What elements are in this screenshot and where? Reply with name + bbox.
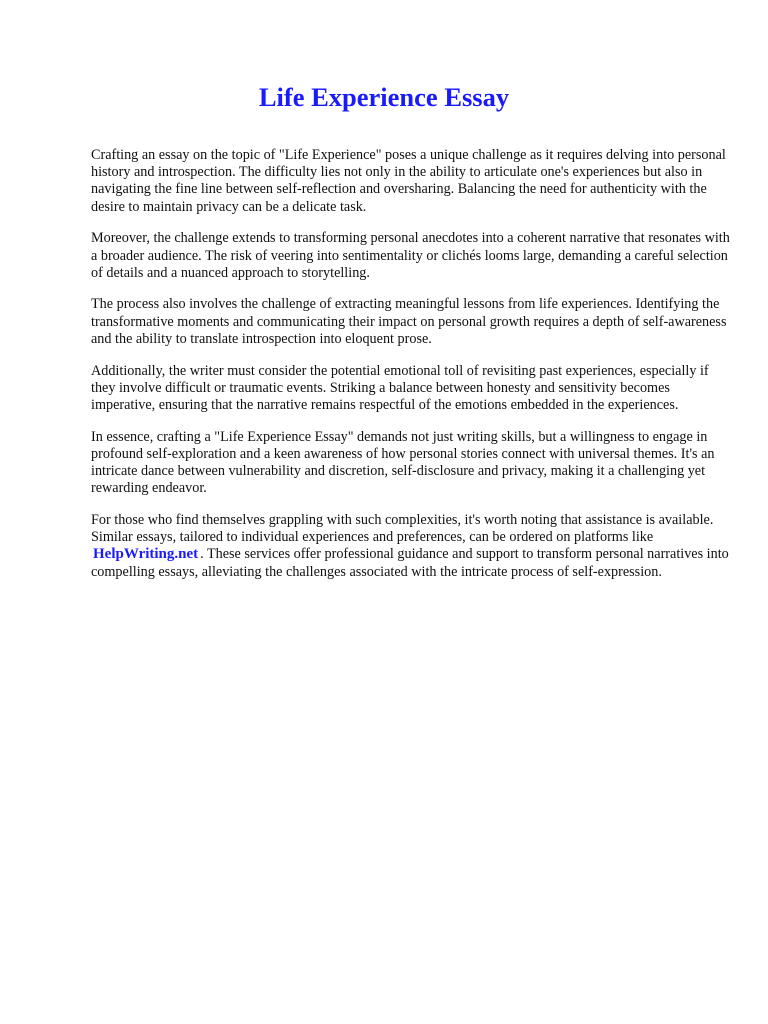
paragraph-4: Additionally, the writer must consider the potential emotional toll of revisiting past experiences, especially if they involve difficult or traumatic events. Striking a balance between honesty and sensitivity becomes imperative, ensuring that the narrative remains respectful of the emotions embedded in the experiences. xyxy=(91,362,709,413)
essay-body xyxy=(91,147,731,595)
paragraph-2: Moreover, the challenge extends to transforming personal anecdotes into a coherent narrative that resonates with a broader audience. The risk of veering into sentimentality or clichés looms large, demanding a careful selection of details and a nuanced approach to storytelling. xyxy=(91,230,730,281)
helpwriting-link[interactable]: HelpWriting.net xyxy=(93,546,199,563)
paragraph-3: The process also involves the challenge of extracting meaningful lessons from life experiences. Identifying the transformative moments and communicating their impact on personal growth requires a depth of self-awareness and the ability to translate introspection into eloquent prose. xyxy=(91,296,727,347)
page-title: Life Experience Essay xyxy=(258,82,510,112)
paragraph-1: Crafting an essay on the topic of "Life Experience" poses a unique challenge as it requires delving into personal history and introspection. The difficulty lies not only in the ability to articulate one's experiences but also in navigating the fine line between self-reflection and oversharing. Balancing the need for authenticity with the desire to maintain privacy can be a delicate task. xyxy=(91,147,726,215)
paragraph-5: In essence, crafting a "Life Experience Essay" demands not just writing skills, but a willingness to engage in profound self-exploration and a keen awareness of how personal stories connect with universal themes. It's an intricate dance between vulnerability and discretion, self-disclosure and privacy, making it a challenging yet rewarding endeavor. xyxy=(91,428,715,497)
paragraph-6 xyxy=(91,512,731,581)
paragraph-6-after-link: . These services offer professional guidance and support to transform personal narratives into compelling essays, alleviating the challenges associated with the intricate process of self-expression. xyxy=(91,546,729,580)
paragraph-6-before-link: For those who find themselves grappling with such complexities, it's worth noting that assistance is available. Similar essays, tailored to individual experiences and preferences, can be ordered on platforms like xyxy=(91,511,714,546)
